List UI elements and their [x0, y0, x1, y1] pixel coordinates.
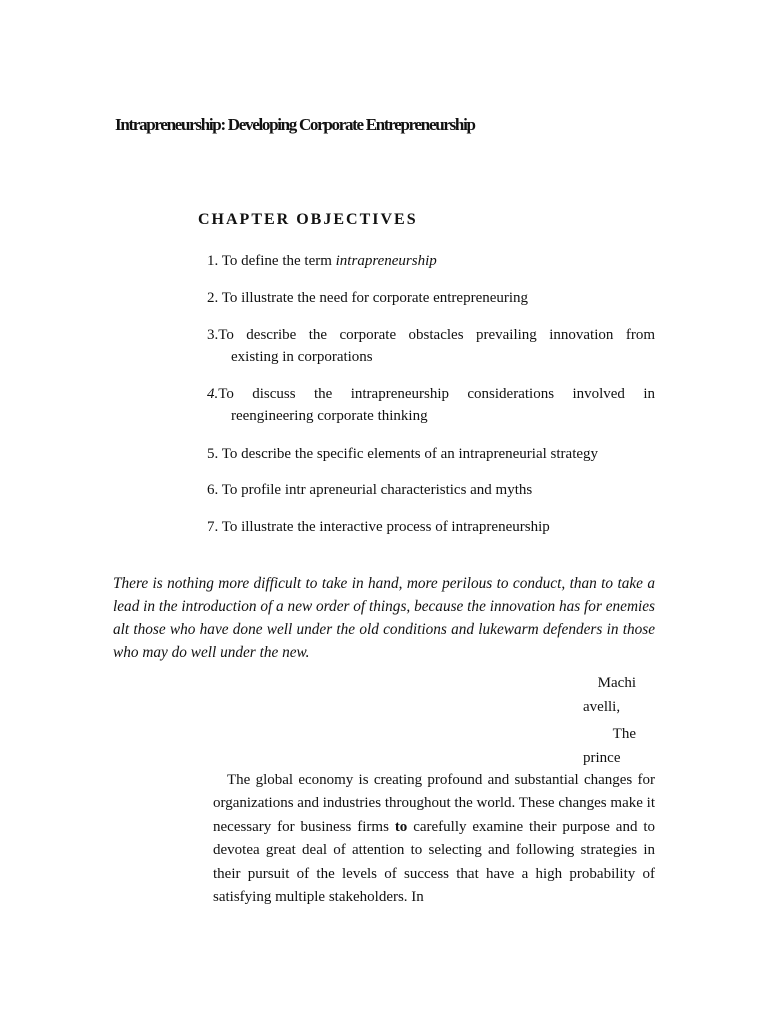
quote-attribution: Machi — [597, 675, 636, 691]
objective-number: 6. — [207, 482, 222, 498]
page-title: Intrapreneurship: Developing Corporate Entrepreneurship — [115, 115, 475, 134]
objective-item — [207, 383, 655, 427]
objective-item — [207, 443, 655, 465]
body-text-part: carefully examine their purpose and to devotea great deal of attention to selecting and following strategies in their pursuit of the levels of success that have a high probability of satisfying multiple stakeholders. In — [213, 818, 655, 906]
objective-text: To discuss the intrapreneurship considerations involved in — [218, 386, 655, 402]
objective-item — [207, 479, 655, 501]
quote-attribution: avelli, — [583, 699, 621, 715]
objective-number: 4. — [207, 386, 219, 402]
objective-number: 3. — [207, 327, 219, 343]
objective-item — [207, 324, 655, 368]
objective-emphasis: intrapreneurship — [335, 253, 437, 269]
objective-item — [207, 287, 655, 309]
objective-text: To profile intr apreneurial characteristics and myths — [221, 482, 533, 498]
body-text-part: The global economy is creating profound and substantial changes for organizations and industries throughout the world. These changes make it necessary for business firms — [213, 772, 655, 835]
objective-number: 7. — [207, 519, 222, 535]
quote-attribution: The — [612, 726, 636, 742]
objective-number: 2. — [207, 290, 222, 306]
objective-text: To illustrate the need for corporate entrepreneuring — [221, 290, 529, 306]
body-text-bold: to — [394, 818, 408, 835]
objective-number: 1. — [207, 253, 222, 269]
epigraph-quote: There is nothing more difficult to take in hand, more perilous to conduct, than to take a lead in the introduction of a new order of things, because the innovation has for enemies alt those who have done well under the old conditions and lukewarm defenders in those who may do well under the new. — [113, 575, 655, 661]
objective-item — [207, 516, 655, 538]
objective-continuation: reengineering corporate thinking — [231, 408, 428, 424]
quote-attribution: prince — [583, 750, 621, 766]
objective-text: To describe the specific elements of an intrapreneurial strategy — [221, 446, 599, 462]
objective-continuation: existing in corporations — [231, 349, 373, 365]
body-paragraph — [213, 769, 655, 909]
chapter-objectives-heading: CHAPTER OBJECTIVES — [198, 211, 418, 228]
objective-item — [207, 250, 655, 272]
objective-number: 5. — [207, 446, 222, 462]
objective-text: To illustrate the interactive process of intrapreneurship — [221, 519, 550, 535]
objective-text: To describe the corporate obstacles prevailing innovation from — [218, 327, 655, 343]
objective-text: To define the term — [221, 253, 336, 269]
